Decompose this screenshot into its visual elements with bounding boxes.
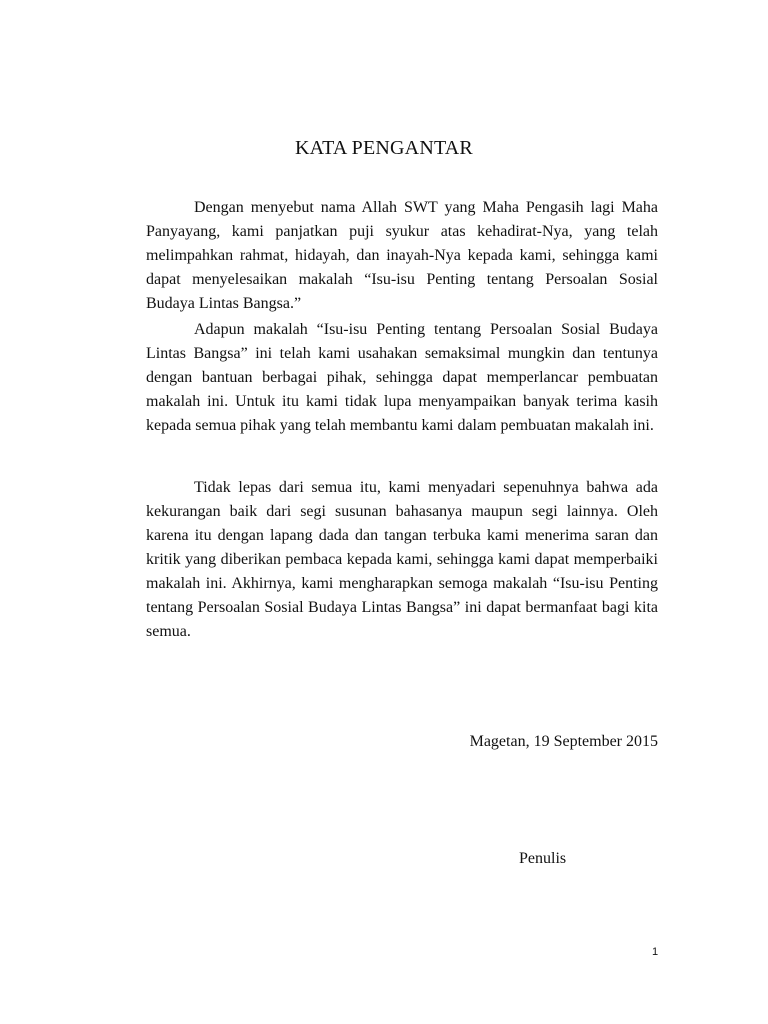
place-date: Magetan, 19 September 2015: [469, 733, 658, 750]
page-number: 1: [652, 946, 659, 958]
paragraph-3: Tidak lepas dari semua itu, kami menyadari sepenuhnya bahwa ada kekurangan baik dari segi susunan bahasanya maupun segi lainnya. Oleh karena itu dengan lapang dada dan tangan terbuka kami menerima saran dan kritik yang diberikan pembaca kepada kami, sehingga kami dapat memperbaiki makalah ini. Akhirnya, kami mengharapkan semoga makalah “Isu-isu Penting tentang Persoalan Sosial Budaya Lintas Bangsa” ini dapat bermanfaat bagi kita semua.: [146, 479, 658, 640]
page-title: KATA PENGANTAR: [295, 137, 473, 159]
signer: Penulis: [519, 850, 567, 867]
paragraph-2: Adapun makalah “Isu-isu Penting tentang Persoalan Sosial Budaya Lintas Bangsa” ini telah kami usahakan semaksimal mungkin dan tentunya dengan bantuan berbagai pihak, sehingga dapat memperlancar pembuatan makalah ini. Untuk itu kami tidak lupa menyampaikan banyak terima kasih kepada semua pihak yang telah membantu kami dalam pembuatan makalah ini.: [146, 321, 658, 434]
paragraph-1: Dengan menyebut nama Allah SWT yang Maha Pengasih lagi Maha Panyayang, kami panjatkan puji syukur atas kehadirat-Nya, yang telah melimpahkan rahmat, hidayah, dan inayah-Nya kepada kami, sehingga kami dapat menyelesaikan makalah “Isu-isu Penting tentang Persoalan Sosial Budaya Lintas Bangsa.”: [146, 199, 658, 312]
